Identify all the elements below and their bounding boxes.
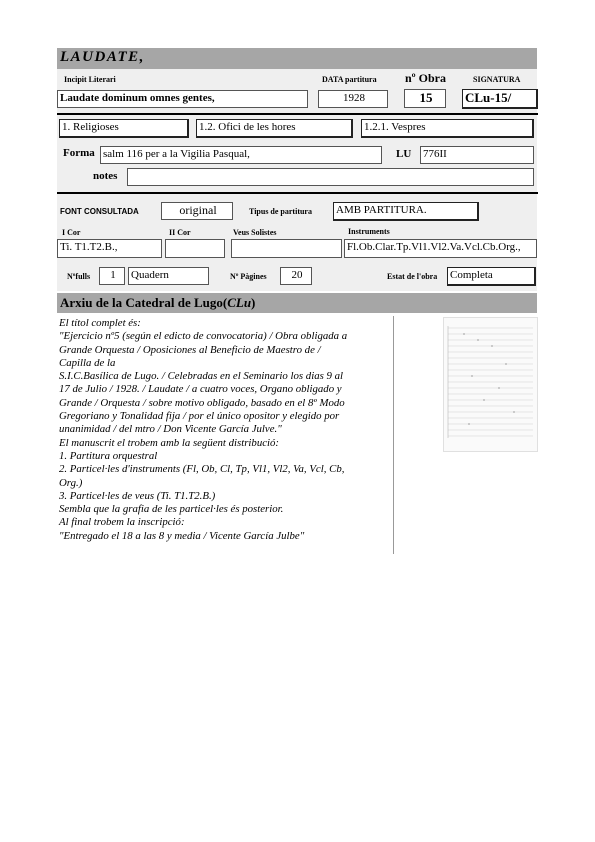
notes-line: El títol complet és: — [59, 317, 141, 329]
tipus-partitura-label: Tipus de partitura — [249, 207, 312, 216]
ii-cor-field[interactable] — [165, 239, 225, 258]
veus-solistes-field[interactable] — [231, 239, 342, 258]
notes-line: Gregoriano y Tonalidad fija / por el único opositor y elegido por — [59, 410, 340, 423]
notes-line: 1. Partitura orquestral — [59, 449, 158, 462]
tipus-partitura-field[interactable]: AMB PARTITURA. — [333, 202, 479, 221]
notes-line: 17 de Julio / 1928. / Laudate / a cuatro voces, Organo obligado y — [59, 383, 342, 396]
lu-field[interactable]: 776II — [420, 146, 534, 164]
instruments-label: Instruments — [348, 227, 390, 236]
notes-line: "Entregado el 18 a las 8 y media / Vicente García Julbe" — [59, 529, 305, 542]
notes-line: 2. Particel·les d'instruments (Fl, Ob, Cl, Tp, Vl1, Vl2, Va, Vcl, Cb, — [59, 463, 345, 476]
quadern-field[interactable]: Quadern — [128, 267, 209, 285]
npagines-label: Nº Pàgines — [230, 272, 267, 281]
num-obra-label: nº Obra — [405, 71, 446, 85]
nfulls-label: Nºfulls — [67, 272, 91, 281]
ii-cor-label: II Cor — [169, 228, 191, 237]
separator-2 — [57, 192, 538, 194]
npagines-field[interactable]: 20 — [280, 267, 312, 285]
veus-solistes-label: Veus Solistes — [233, 228, 277, 237]
notes-line: Capilla de la — [59, 356, 116, 369]
notes-line: Sembla que la grafia de les particel·les és posterior. — [59, 503, 284, 516]
instruments-field[interactable]: Fl.Ob.Clar.Tp.Vl1.Vl2.Va.Vcl.Cb.Org., — [344, 239, 537, 258]
notes-line: Grande / Orquesta / sobre motivo obligado, basado en el 8º Modo — [59, 396, 345, 409]
notes-text — [59, 317, 393, 543]
forma-field[interactable]: salm 116 per a la Vigilia Pasqual, — [100, 146, 382, 164]
nfulls-field[interactable]: 1 — [99, 267, 125, 285]
category-1-field[interactable]: 1. Religioses — [59, 119, 189, 138]
font-consultada-field[interactable]: original — [161, 202, 233, 220]
notes-line: unanimidad / del mtro / Don Vicente García Julve." — [59, 423, 282, 436]
forma-label: Forma — [63, 147, 95, 159]
notes-line: S.I.C.Basílica de Lugo. / Celebradas en el Seminario los dias 9 al — [59, 370, 344, 383]
i-cor-label: I Cor — [62, 228, 81, 237]
incipit-field[interactable]: Laudate dominum omnes gentes, — [57, 90, 308, 108]
notes-line: Al final trobem la inscripció: — [59, 516, 185, 529]
work-title: LAUDATE, — [60, 49, 145, 65]
lu-label: LU — [396, 148, 412, 160]
notes-line: Grande Orquesta / Oposiciones al Beneficio de Maestro de / — [59, 343, 321, 356]
notes-line: El manuscrit el trobem amb la següent distribució: — [59, 436, 280, 449]
estat-label: Estat de l'obra — [387, 272, 438, 281]
data-partitura-field[interactable]: 1928 — [318, 90, 388, 108]
num-obra-field[interactable]: 15 — [404, 89, 446, 108]
archive-title: Arxiu de la Catedral de Lugo(CLu) — [60, 295, 256, 310]
score-thumbnail — [443, 317, 538, 452]
data-partitura-label: DATA partitura — [322, 75, 377, 84]
i-cor-field[interactable]: Ti. T1.T2.B., — [57, 239, 162, 258]
notes-line: "Ejercicio nº5 (según el edicto de convocatoria) / Obra obligada a — [59, 330, 348, 343]
separator-1 — [57, 113, 538, 115]
notes-line: 3. Particel·les de veus (Ti. T1.T2.B.) — [59, 489, 216, 502]
font-consultada-label: FONT CONSULTADA — [60, 207, 139, 216]
incipit-label: Incipit Literari — [64, 75, 116, 84]
category-2-field[interactable]: 1.2. Ofici de les hores — [196, 119, 353, 138]
category-3-field[interactable]: 1.2.1. Vespres — [361, 119, 534, 138]
notes-line: Org.) — [59, 476, 83, 489]
signatura-field[interactable]: CLu-15/ — [462, 89, 538, 109]
estat-field[interactable]: Completa — [447, 267, 536, 286]
signatura-label: SIGNATURA — [473, 75, 521, 84]
notes-field[interactable] — [127, 168, 534, 186]
notes-label: notes — [93, 170, 118, 182]
column-divider — [393, 316, 394, 554]
